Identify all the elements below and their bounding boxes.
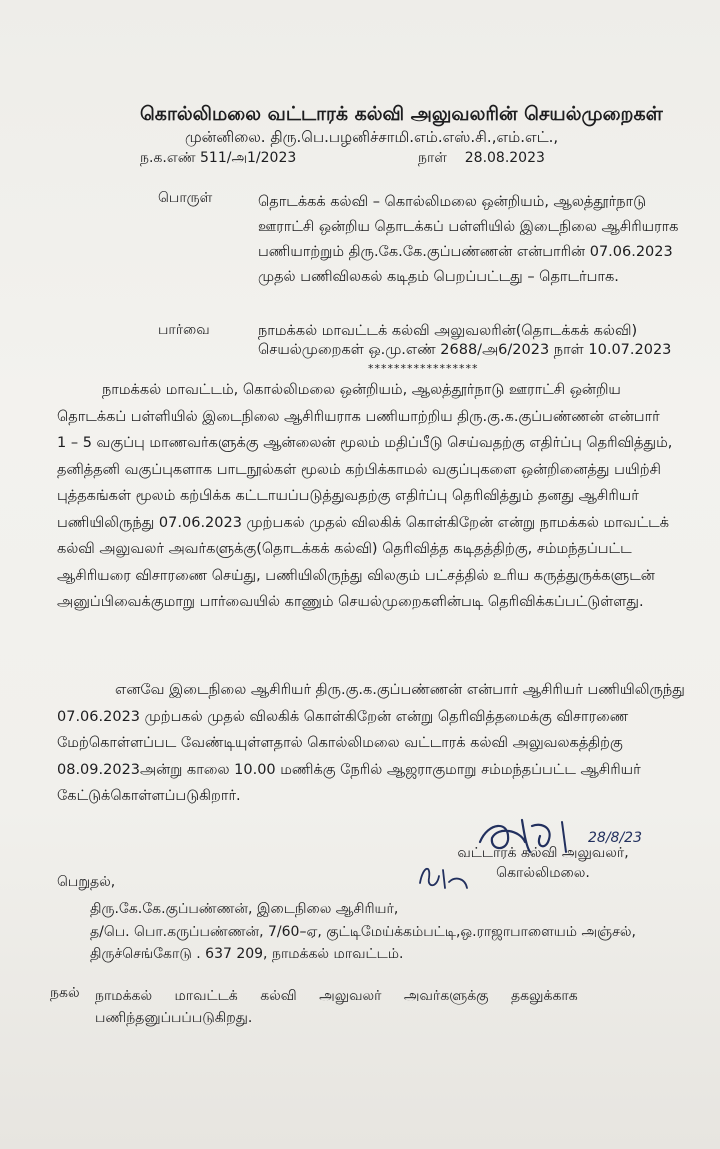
separator-stars: ***************** [368, 362, 479, 375]
paragraph-line: எனவே இடைநிலை ஆசிரியர் திரு.கு.க.குப்பண்ணன் என்பார் ஆசிரியர் பணியிலிருந்து [115, 682, 685, 698]
paragraph-line: கேட்டுக்கொள்ளப்படுகிறார். [57, 788, 241, 804]
subject-line: முதல் பணிவிலகல் கடிதம் பெறப்பட்டது – தொடர்பாக. [258, 269, 619, 285]
paragraph-line: கல்வி அலுவலர் அவர்களுக்கு(தொடக்கக் கல்வி) தெரிவித்த கடிதத்திற்கு, சம்மந்தப்பட்ட [57, 541, 632, 557]
date-line [418, 150, 545, 168]
reference-line: செயல்முறைகள் ஒ.மு.எண் 2688/அ6/2023 நாள் 10.07.2023 [258, 342, 672, 358]
paragraph-line: தனித்தனி வகுப்புகளாக பாடநூல்கள் மூலம் கற்பிக்காமல் வகுப்புகளை ஒன்றினைத்து பயிற்சி [57, 461, 661, 478]
paragraph-line: நாமக்கல் மாவட்டம், கொல்லிமலை ஒன்றியம், ஆலத்தூர்நாடு ஊராட்சி ஒன்றிய [102, 382, 621, 398]
reference-text [258, 322, 678, 360]
paragraph-line: 1 – 5 வகுப்பு மாணவர்களுக்கு ஆன்லைன் மூலம் மதிப்பீடு செய்வதற்கு எதிர்ப்பு தெரிவித்தும், [57, 435, 673, 451]
subject-line: பணியாற்றும் திரு.கே.கே.குப்பண்ணன் என்பாரின் 07.06.2023 [258, 244, 673, 260]
reference-line: நாமக்கல் மாவட்டக் கல்வி அலுவலரின்(தொடக்கக் கல்வி) [258, 323, 638, 339]
paragraph-line: அனுப்பிவைக்குமாறு பார்வையில் காணும் செயல்முறைகளின்படி தெரிவிக்கப்பட்டுள்ளது. [57, 594, 644, 610]
date-value: 28.08.2023 [464, 150, 545, 166]
document-title: கொல்லிமலை வட்டாரக் கல்வி அலுவலரின் செயல்முறைகள் [140, 103, 663, 125]
copy-text [95, 985, 578, 1029]
paragraph-line: புத்தகங்கள் மூலம் கற்பிக்க கட்டாயப்படுத்துவதற்கு எதிர்ப்பு தெரிவித்தும் தனது ஆசிரியர் [57, 488, 639, 504]
subject-line: தொடக்கக் கல்வி – கொல்லிமலை ஒன்றியம், ஆலத்தூர்நாடு [258, 194, 647, 210]
paragraph-line: 07.06.2023 முற்பகல் முதல் விலகிக் கொள்கிறேன் என்று தெரிவித்தமைக்கு விசாரணை [57, 708, 629, 725]
body-paragraph-2 [57, 677, 685, 810]
body-paragraph-1 [57, 377, 672, 616]
copy-line: நாமக்கல் மாவட்டக் கல்வி அலுவலர் அவர்களுக்கு தகலுக்காக [95, 988, 578, 1004]
signatory-designation [448, 843, 638, 883]
date-label: நாள் [418, 150, 447, 166]
copy-label: நகல் [50, 985, 80, 1001]
address-line: திருச்செங்கோடு . 637 209, நாமக்கல் மாவட்டம். [90, 946, 404, 962]
subject-line: ஊராட்சி ஒன்றிய தொடக்கப் பள்ளியில் இடைநிலை ஆசிரியராக [258, 219, 679, 235]
designation-title: வட்டாரக் கல்வி அலுவலர், [457, 845, 629, 861]
signature-date: 28/8/23 [588, 830, 642, 846]
subject-text [258, 190, 678, 290]
recipient-label: பெறுதல், [57, 874, 116, 890]
reference-label: பார்வை [158, 322, 210, 338]
paragraph-line: மேற்கொள்ளப்பட வேண்டியுள்ளதால் கொல்லிமலை வட்டாரக் கல்வி அலுவலகத்திற்கு [57, 735, 623, 751]
subject-label: பொருள் [158, 190, 213, 206]
reference-number: ந.க.எண் 511/அ1/2023 [140, 150, 297, 166]
address-line: த/பெ. பொ.கருப்பண்ணன், 7/60–ஏ, குட்டிமேய்க்கம்பட்டி,ஒ.ராஜாபாளையம் அஞ்சல், [90, 923, 636, 940]
paragraph-line: 08.09.2023அன்று காலை 10.00 மணிக்கு நேரில் ஆஜராகுமாறு சம்மந்தப்பட்ட ஆசிரியர் [57, 761, 641, 778]
paragraph-line: பணியிலிருந்து 07.06.2023 முற்பகல் முதல் விலகிக் கொள்கிறேன் என்று நாமக்கல் மாவட்டக் [57, 514, 669, 531]
presence-line: முன்னிலை. திரு.பெ.பழனிச்சாமி.எம்.எஸ்.சி.,எம்.எட்., [185, 128, 559, 146]
recipient-address [90, 898, 636, 966]
address-line: திரு.கே.கே.குப்பண்ணன், இடைநிலை ஆசிரியர், [90, 901, 399, 917]
paragraph-line: தொடக்கப் பள்ளியில் இடைநிலை ஆசிரியராக பணியாற்றிய திரு.கு.க.குப்பண்ணன் என்பார் [57, 408, 660, 425]
copy-line: பணிந்தனுப்பப்படுகிறது. [95, 1010, 253, 1026]
designation-place: கொல்லிமலை. [496, 865, 590, 881]
paragraph-line: ஆசிரியரை விசாரணை செய்து, பணியிலிருந்து விலகும் பட்சத்தில் உரிய கருத்துருக்களுடன் [57, 567, 655, 584]
